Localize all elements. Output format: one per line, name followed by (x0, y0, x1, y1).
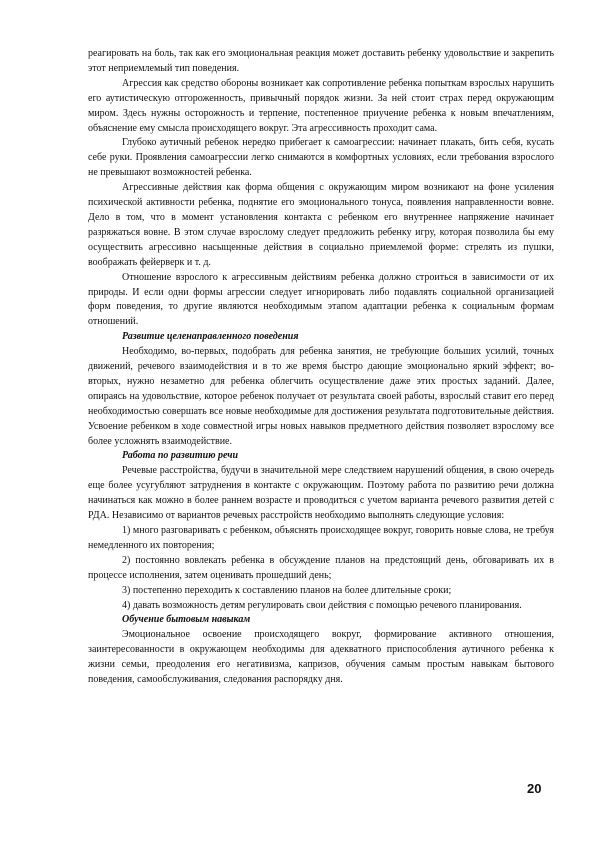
paragraph: Глубоко аутичный ребенок нередко прибегает к самоагрессии: начинает плакать, бить себя, кусать себе руки. Проявления самоагрессии легко снимаются в комфортных условиях, если требования взрослого не превышают возможностей ребенка. (88, 137, 554, 179)
list-item: 2) постоянно вовлекать ребенка в обсуждение планов на предстоящий день, обговаривать их в процессе исполнения, затем оценивать прошедший день; (88, 554, 554, 581)
document-body (88, 47, 554, 688)
page-number: 20 (527, 781, 542, 796)
list-item: 4) давать возможность детям регулировать свои действия с помощью речевого планирования. (122, 599, 522, 611)
paragraph: Необходимо, во-первых, подобрать для ребенка занятия, не требующие больших усилий, точных движений, речевого взаимодействия и в то же время быстро дающие эмоционально яркий эффект; во-вторых, нужно незаметно для ребенка облегчить осуществление даже этих простых заданий. Далее, опираясь на удовольствие, которое ребенок получает от результата своей работы, взрослый ставит его перед необходимостью совершать все новые необходимые для достижения результата подготовительные действия. Усвоение ребенком в ходе совместной игры новых навыков предметного действия позволяет взрослому все более усложнять взаимодействие. (88, 346, 554, 447)
list-item: 1) много разговаривать с ребенком, объяснять происходящее вокруг, говорить новые слова, не требуя немедленного их повторения; (88, 525, 554, 551)
paragraph: Отношение взрослого к агрессивным действиям ребенка должно строиться в зависимости от их природы. И если одни формы агрессии следует игнорировать либо подавлять социальной организацией форм поведения, то другие являются необходимым этапом адаптации ребенка к социальным формам отношений. (88, 271, 554, 328)
paragraph: Агрессия как средство обороны возникает как сопротивление ребенка попыткам взрослых нарушить его аутистическую отгороженность, привычный порядок жизни. За ней стоит страх перед окружающим миром. Здесь нужны осторожность и терпение, постепенное приучение ребенка к новым впечатлениям, объяснение ему смысла происходящего вокруг. Эта агрессивность проходит сама. (88, 77, 554, 134)
section-heading: Развитие целенаправленного поведения (122, 331, 299, 343)
paragraph: Агрессивные действия как форма общения с окружающим миром возникают на фоне усиления психической активности ребенка, поднятие его эмоционального тонуса, появления направленности вовне. Дело в том, что в момент установления контакта с ребенком его внутреннее напряжение начинает разряжаться вовне. В этом случае взрослому следует предложить ребенку игру, которая позволила бы ему осуществить агрессивно насыщенные действия в социально приемлемой форме: стрелять из пушки, воображать фейерверк и т. д. (88, 182, 554, 268)
list-item: 3) постепенно переходить к составлению планов на более длительные сроки; (122, 584, 452, 596)
paragraph: Эмоциональное освоение происходящего вокруг, формирование активного отношения, заинтересованности в окружающем необходимы для адекватного приспособления аутичного ребенка к жизни семьи, преодоления его негативизма, капризов, обучения самым простым навыкам бытового поведения, самообслуживания, следования распорядку дня. (88, 629, 554, 686)
section-heading: Работа по развитию речи (122, 450, 239, 462)
section-heading: Обучение бытовым навыкам (122, 614, 251, 626)
paragraph: Речевые расстройства, будучи в значительной мере следствием нарушений общения, в свою очередь еще более усугубляют затруднения в контакте с окружающим. Поэтому работа по развитию речи должна начинаться как можно в более раннем возрасте и проводиться с учетом варианта речевого развития детей с РДА. Независимо от вариантов речевых расстройств необходимо выполнять следующие условия: (88, 465, 554, 522)
paragraph: реагировать на боль, так как его эмоциональная реакция может доставить ребенку удовольствие и закрепить этот неприемлемый тип поведения. (88, 48, 554, 74)
